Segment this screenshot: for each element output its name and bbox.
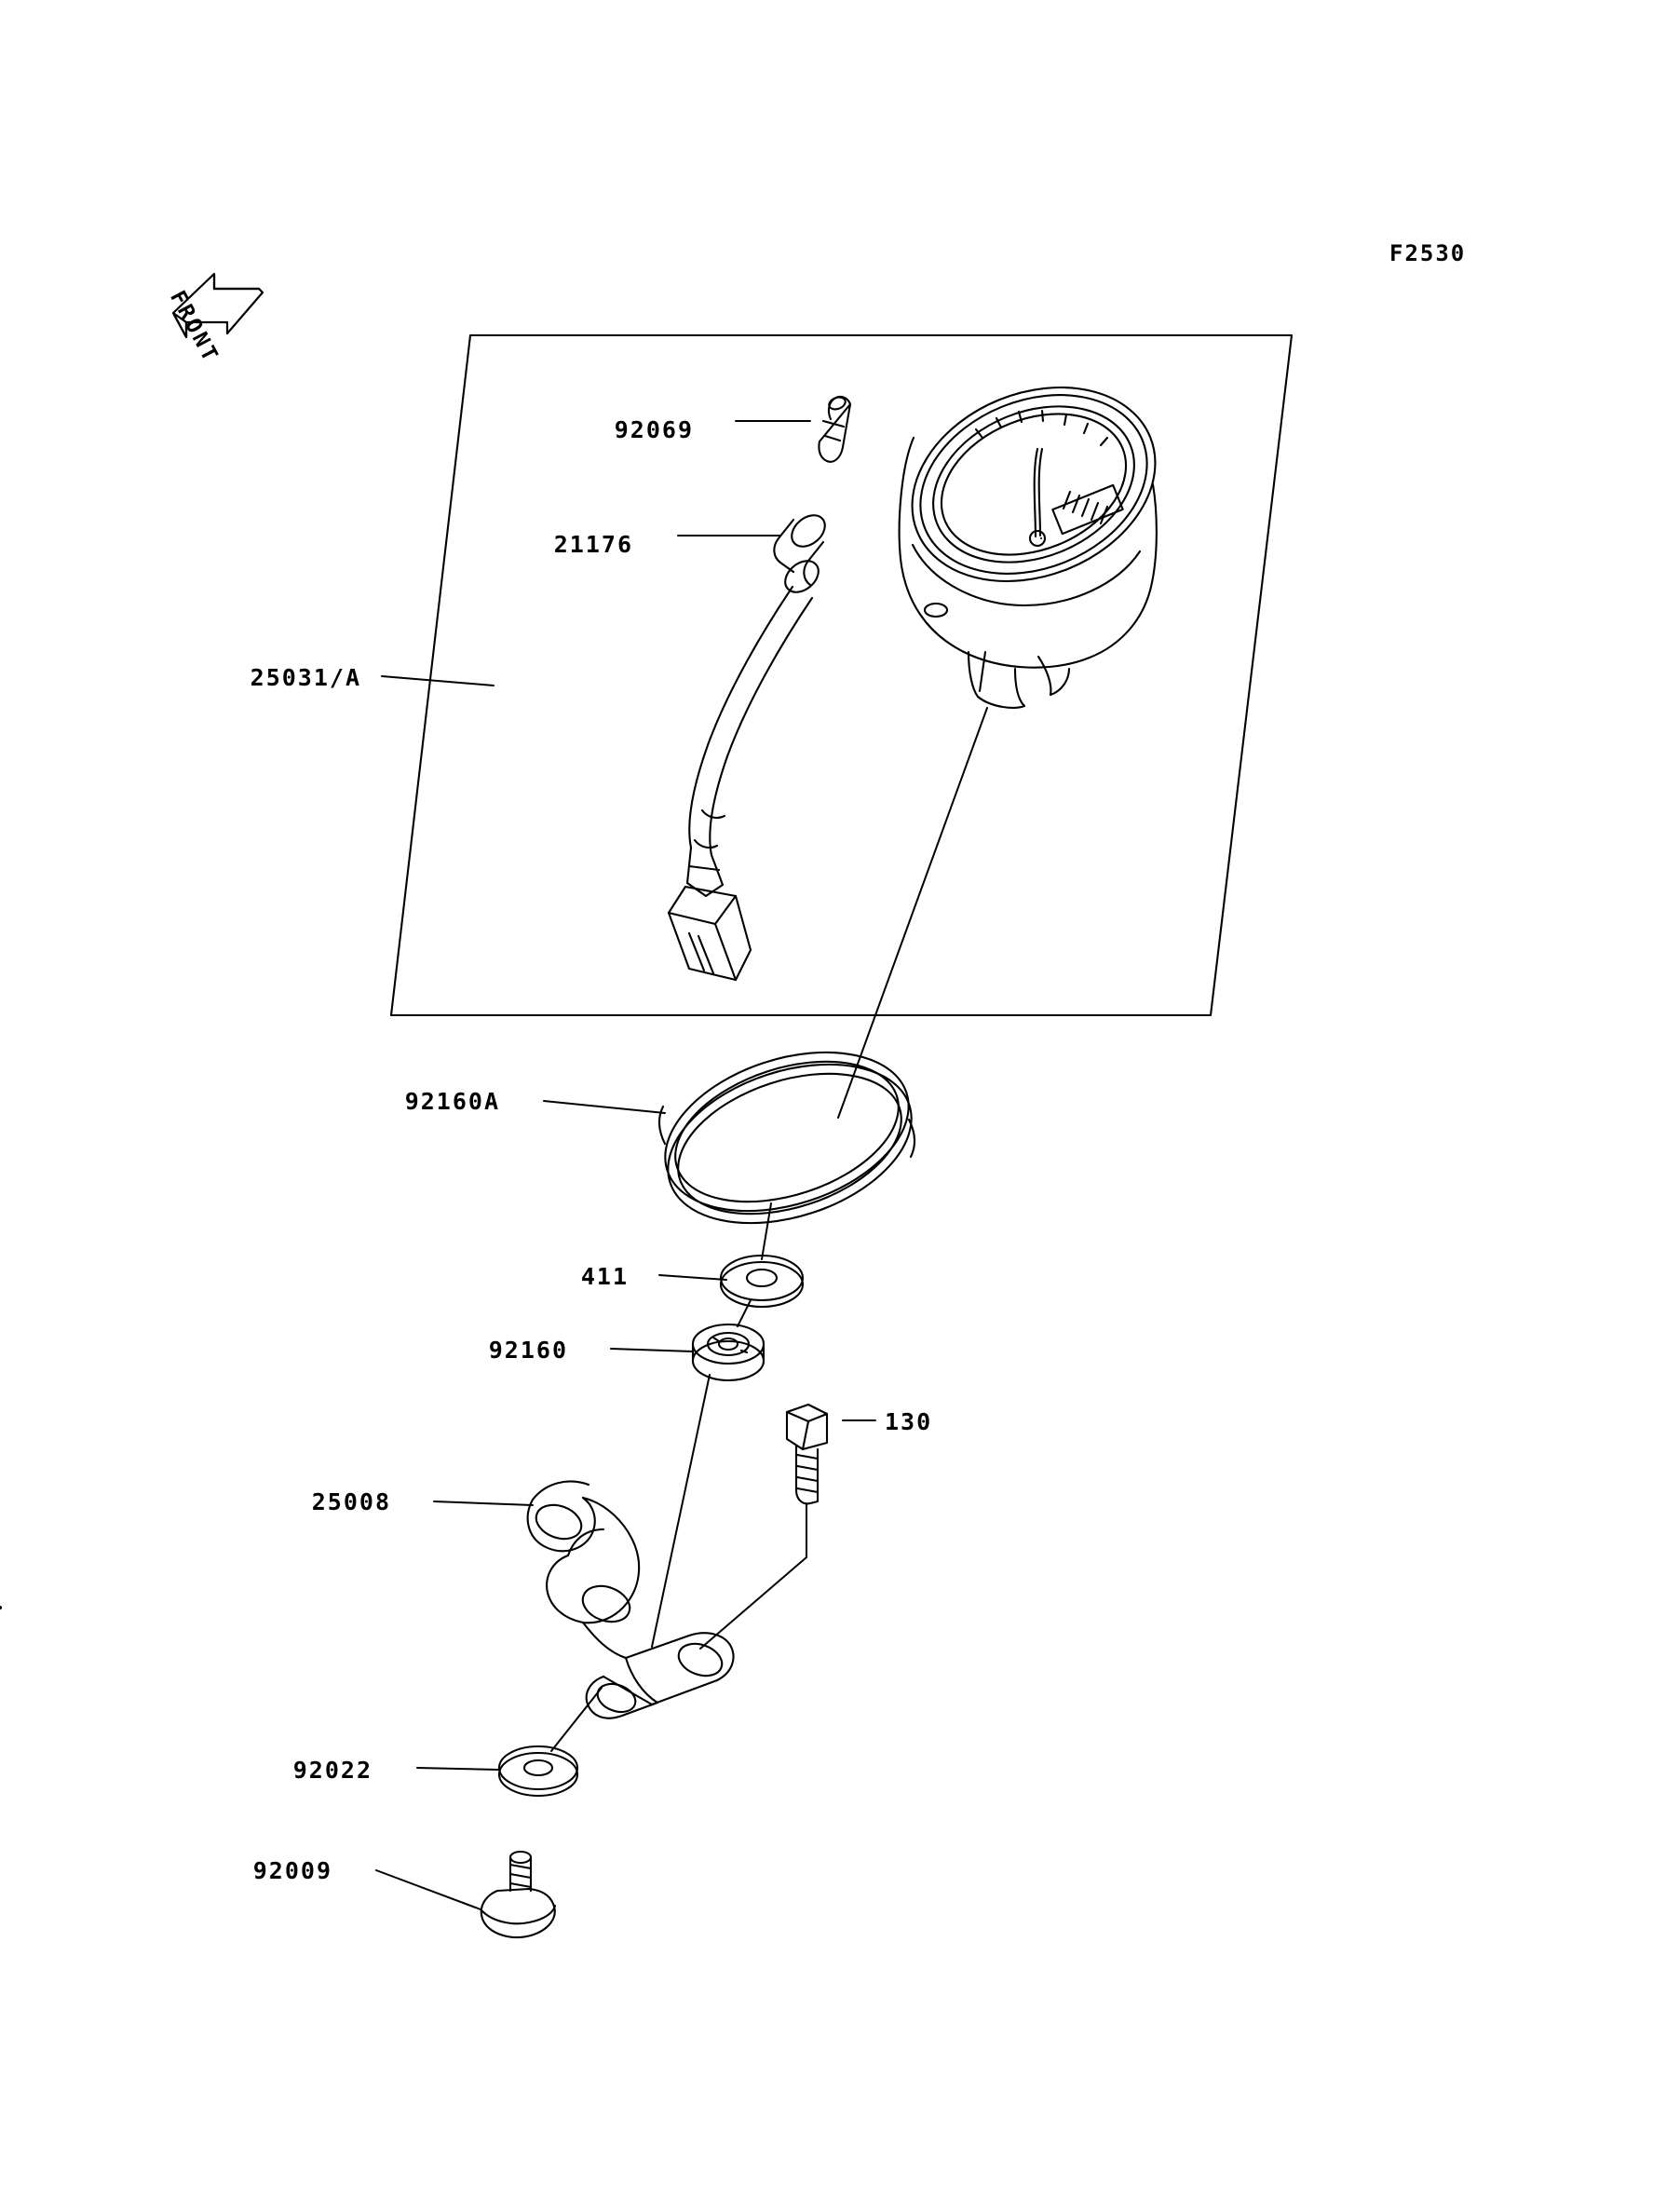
part-92160A-damper <box>645 1024 932 1252</box>
part-label-25008: 25008 <box>311 1488 391 1515</box>
part-label-130: 130 <box>885 1408 933 1435</box>
part-label-25031A: 25031/A <box>250 664 361 691</box>
part-411-washer <box>721 1256 803 1307</box>
part-label-92009: 92009 <box>252 1857 332 1884</box>
leader-lines <box>376 421 987 1909</box>
part-label-411: 411 <box>580 1263 629 1290</box>
speedometer-unit <box>883 353 1185 708</box>
part-92022-washer <box>499 1746 577 1796</box>
part-label-92160A: 92160A <box>404 1088 500 1115</box>
part-92069-bulb <box>819 395 850 461</box>
part-label-92022: 92022 <box>292 1757 373 1784</box>
part-21176-sensor <box>669 509 831 980</box>
front-marker-label: FRONT <box>165 287 224 368</box>
diagram-code: F2530 <box>1389 240 1467 266</box>
part-130-bolt <box>787 1405 827 1503</box>
part-92009-screw <box>481 1852 555 1937</box>
part-92160-bushing <box>693 1324 764 1380</box>
part-25008-bracket <box>0 1482 734 1718</box>
part-label-92069: 92069 <box>614 416 694 443</box>
part-label-92160: 92160 <box>488 1337 568 1364</box>
part-label-21176: 21176 <box>553 531 633 558</box>
